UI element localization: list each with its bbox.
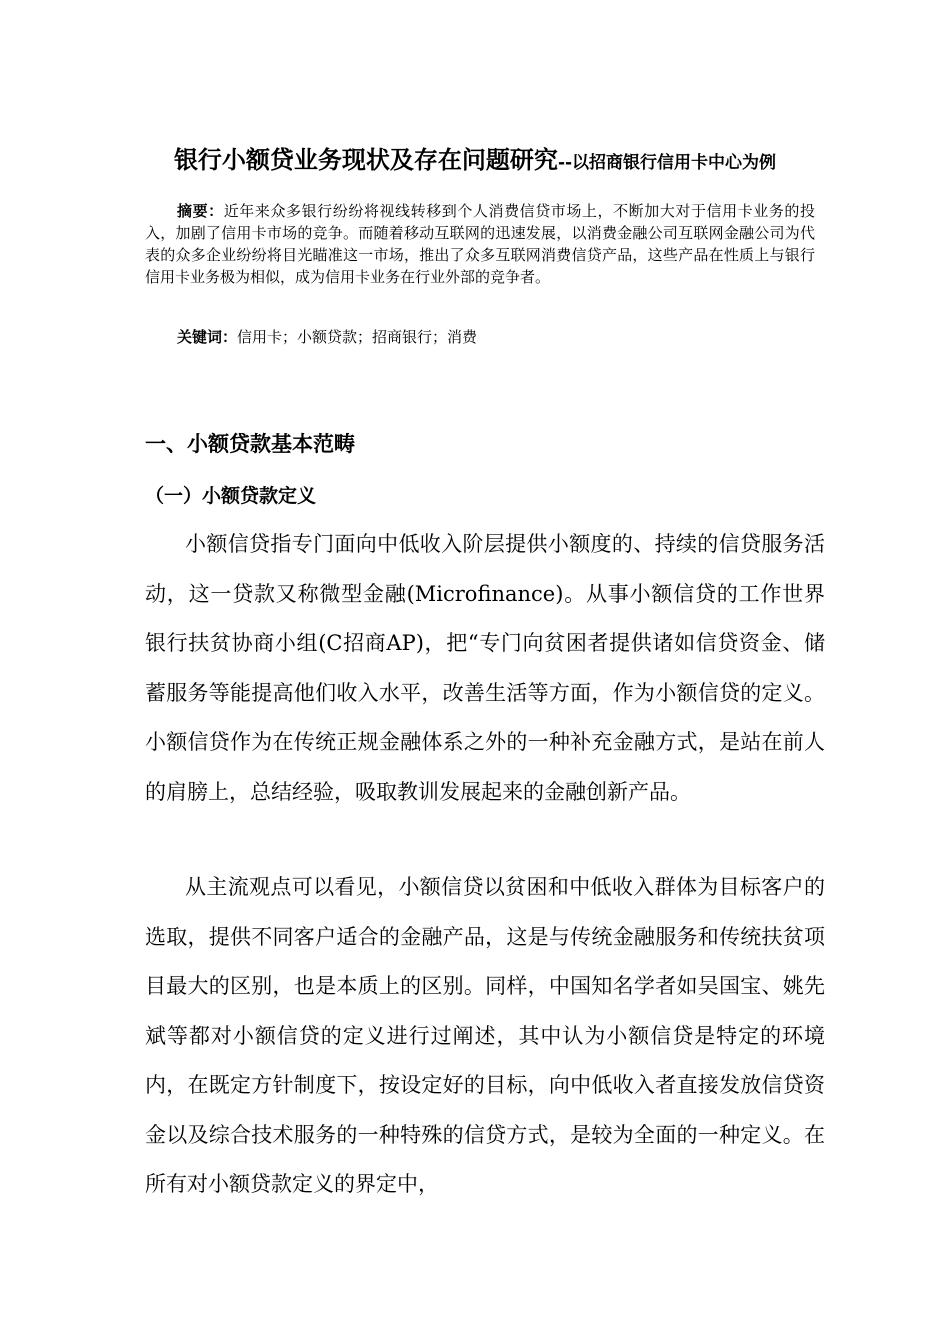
keywords xyxy=(145,326,815,348)
title-subtitle: --以招商银行信用卡中心为例 xyxy=(557,153,777,173)
abstract-text: 近年来众多银行纷纷将视线转移到个人消费信贷市场上，不断加大对于信用卡业务的投入，加剧了信用卡市场的竞争。而随着移动互联网的迅速发展，以消费金融公司互联网金融公司为代表的众多企业纷纷将目光瞄准这一市场，推出了众多互联网消费信贷产品，这些产品在性质上与银行信用卡业务极为相似，成为信用卡业务在行业外部的竞争者。 xyxy=(145,202,815,286)
abstract xyxy=(145,200,815,288)
body-paragraph-2: 从主流观点可以看见，小额信贷以贫困和中低收入群体为目标客户的选取，提供不同客户适合的金融产品，这是与传统金融服务和传统扶贫项目最大的区别，也是本质上的区别。同样，中国知名学者如吴国宝、姚先斌等都对小额信贷的定义进行过阐述，其中认为小额信贷是特定的环境内，在既定方针制度下，按设定好的目标，向中低收入者直接发放信贷资金以及综合技术服务的一种特殊的信贷方式，是较为全面的一种定义。在所有对小额贷款定义的界定中， xyxy=(145,875,825,1196)
document-title xyxy=(0,140,950,175)
abstract-label: 摘要： xyxy=(177,202,224,220)
section-heading: 一、小额贷款基本范畴 xyxy=(145,432,355,456)
keywords-text: 信用卡；小额贷款；招商银行；消费 xyxy=(237,328,478,346)
subsection-heading: （一）小额贷款定义 xyxy=(145,485,317,507)
keywords-label: 关键词： xyxy=(177,328,238,346)
body-paragraph-1: 小额信贷指专门面向中低收入阶层提供小额度的、持续的信贷服务活动，这一贷款又称微型金融(Microfinance)。从事小额信贷的工作世界银行扶贫协商小组(C招商AP)，把“专门向贫困者提供诸如信贷资金、储蓄服务等能提高他们收入水平，改善生活等方面，作为小额信贷的定义。小额信贷作为在传统正规金融体系之外的一种补充金融方式，是站在前人的肩膀上，总结经验，吸取教训发展起来的金融创新产品。 xyxy=(145,532,825,804)
title-main: 银行小额贷业务现状及存在问题研究 xyxy=(173,146,558,174)
